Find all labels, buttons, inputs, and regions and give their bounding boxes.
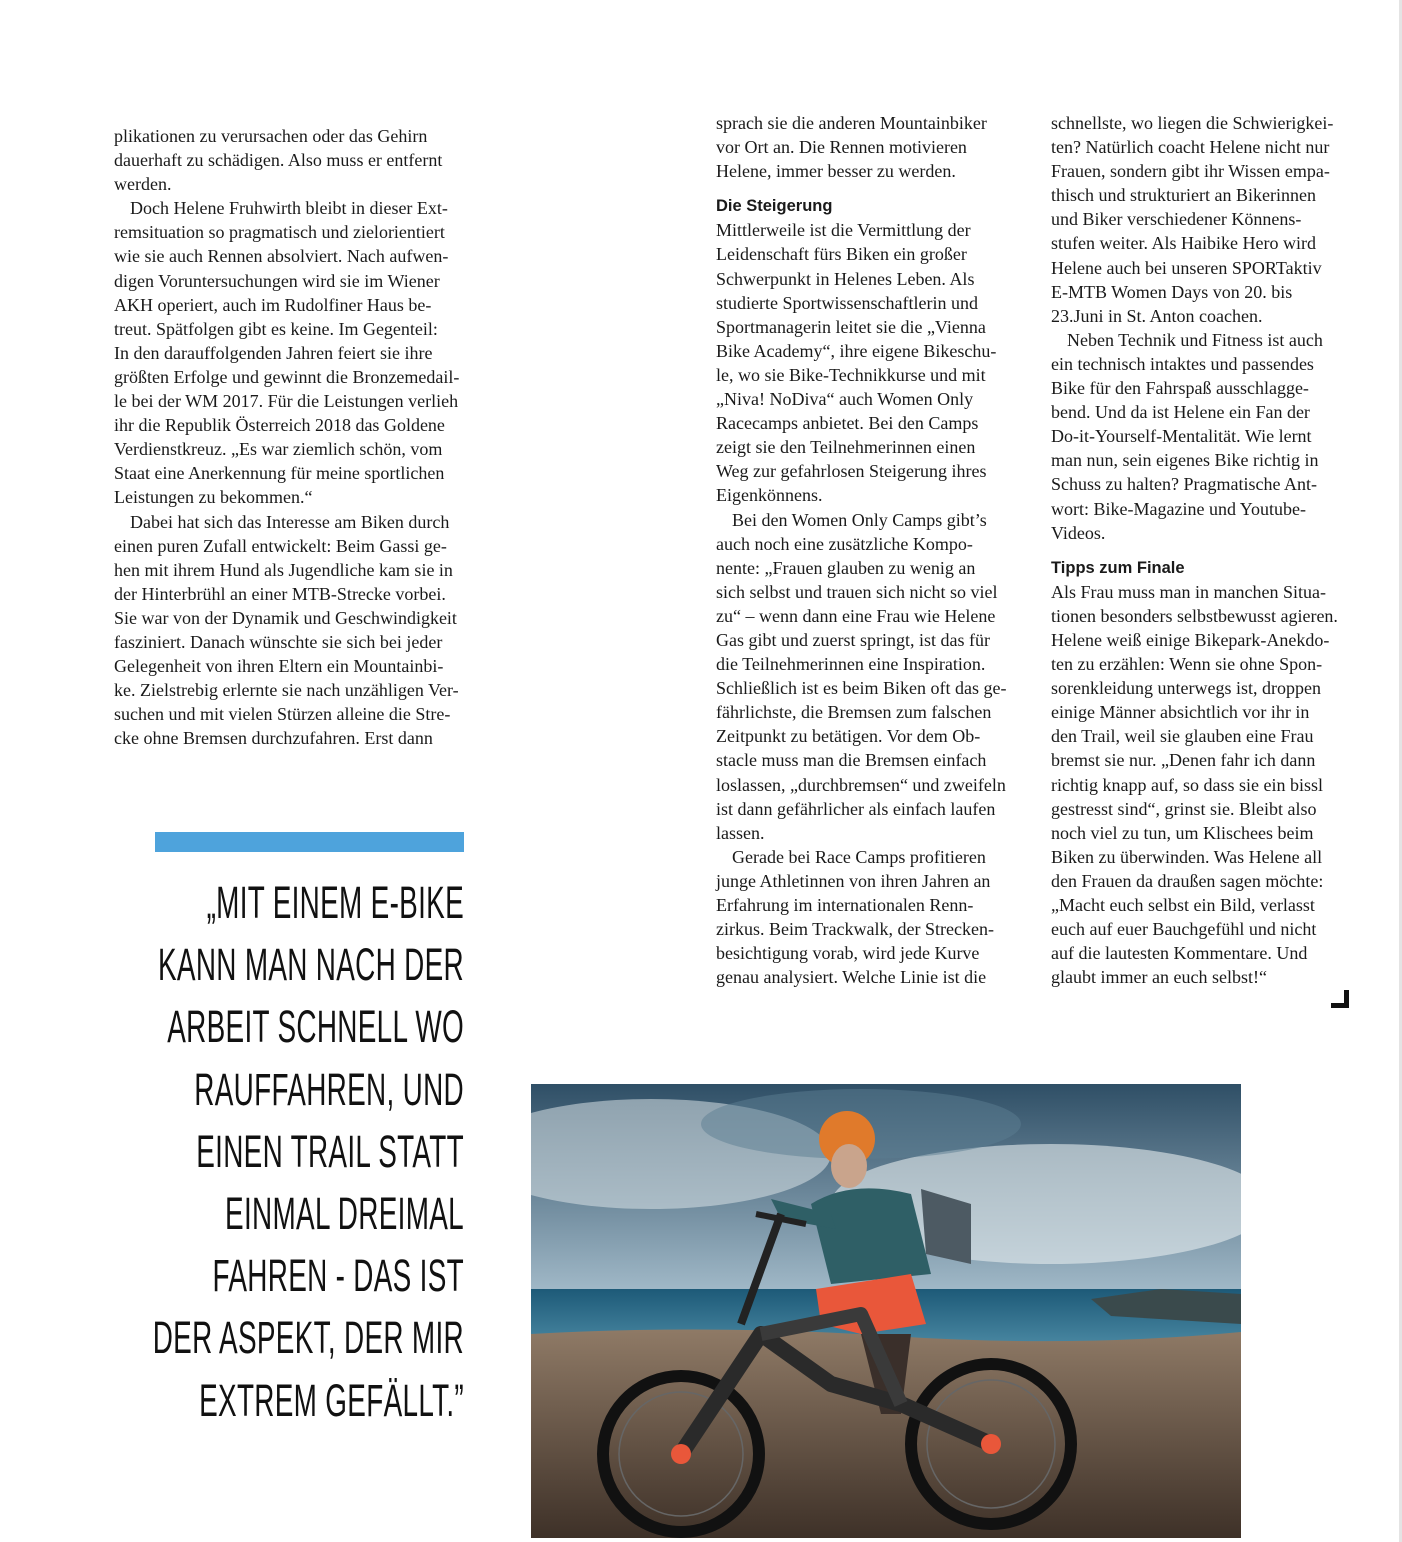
text-line: ist dann gefährlicher als einfach laufen [716,798,996,819]
text-line: le bei der WM 2017. Für die Leistungen verlieh [114,391,459,412]
subheading-tipps: Tipps zum Finale [1051,558,1185,577]
text-line: zirkus. Beim Trackwalk, der Strecken- [716,919,994,940]
text-line: Weg zur gefahrlosen Steigerung ihres [716,461,987,482]
text-line: Frauen, sondern gibt ihr Wissen empa- [1051,161,1330,182]
text-line: digen Voruntersuchungen wird sie im Wiener [114,270,440,291]
text-line: junge Athletinnen von ihren Jahren an [716,870,991,891]
text-line: man nun, sein eigenes Bike richtig in [1051,450,1319,471]
text-line: zeigt sie den Teilnehmerinnen einen [716,437,976,458]
text-line: und Biker verschiedener Könnens- [1051,209,1302,230]
text-line: E-MTB Women Days von 20. bis [1051,281,1293,302]
text-line: „Macht euch selbst ein Bild, verlasst [1051,895,1315,915]
text-line: treut. Spätfolgen gibt es keine. Im Gegenteil: [114,318,438,339]
text-line: tionen besonders selbstbewusst agieren. [1051,605,1338,626]
quote-line: RAUFFAHREN, UND [194,1063,464,1115]
article-column-1 [114,124,459,750]
text-line: ein technisch intaktes und passendes [1051,353,1314,374]
text-line: Bike Academy“, ihre eigene Bikeschu- [716,340,997,361]
quote-line: KANN MAN NACH DER [158,939,464,991]
text-line: richtig knapp auf, so dass sie ein bissl [1051,774,1323,795]
text-line: „Niva! NoDiva“ auch Women Only [716,389,974,410]
text-line: Biken zu überwinden. Was Helene all [1051,846,1323,867]
column-3-text-final [1051,580,1338,990]
text-line: nente: „Frauen glauben zu wenig an [716,557,976,578]
text-line: plikationen zu verursachen oder das Gehirn [114,126,428,146]
text-line: Videos. [1051,522,1106,543]
text-line: Do-it-Yourself-Mentalität. Wie lernt [1051,426,1312,447]
photo-illustration [531,1084,1241,1538]
text-line: schnellste, wo liegen die Schwierigkei- [1051,113,1334,133]
text-line: Sie war von der Dynamik und Geschwindigkeit [114,607,457,628]
text-line: der Hinterbrühl an einer MTB-Strecke vorbei. [114,583,446,604]
text-line: Neben Technik und Fitness ist auch [1067,329,1323,350]
text-line: Gas gibt und zuerst springt, ist das für [716,629,990,650]
quote-line: EINEN TRAIL STATT [196,1125,464,1177]
text-line: ten zu erzählen: Wenn sie ohne Spon- [1051,654,1323,675]
text-line: AKH operiert, auch im Rudolfiner Haus be- [114,294,432,315]
text-line: Erfahrung im internationalen Renn- [716,895,974,915]
column-2-text [716,218,1006,989]
text-line: remsituation so pragmatisch und zielorientiert [114,222,445,243]
text-line: die Teilnehmerinnen eine Inspiration. [716,654,986,675]
text-line: Bei den Women Only Camps gibt’s [732,509,987,530]
text-line: wort: Bike-Magazine und Youtube- [1051,498,1306,519]
pull-quote [142,872,464,1432]
quote-line: EINMAL DREIMAL [225,1188,464,1240]
text-line: euch auf euer Bauchgefühl und nicht [1051,919,1317,940]
text-line: Als Frau muss man in manchen Situa- [1051,581,1326,602]
text-line: vor Ort an. Die Rennen motivieren [716,137,967,158]
quote-accent-bar [155,832,464,852]
text-line: Sportmanagerin leitet sie die „Vienna [716,316,986,337]
text-line: werden. [114,174,172,195]
quote-line: ARBEIT SCHNELL WO [167,1001,464,1053]
text-line: Staat eine Anerkennung für meine sportlichen [114,463,445,484]
text-line: 23.Juni in St. Anton coachen. [1051,305,1263,326]
quote-line: „MIT EINEM E-BIKE [206,877,464,928]
text-line: cke ohne Bremsen durchzufahren. Erst dann [114,728,433,749]
text-line: Helene weiß einige Bikepark-Anekdo- [1051,629,1330,650]
text-line: noch viel zu tun, um Klischees beim [1051,822,1314,843]
column-3-text [1051,111,1338,545]
column-1-text [114,124,459,750]
column-2-intro-text [716,111,1006,183]
text-line: ten? Natürlich coacht Helene nicht nur [1051,137,1330,158]
text-line: besichtigung vorab, wird jede Kurve [716,943,980,964]
text-line: sorenkleidung unterwegs ist, droppen [1051,678,1321,699]
text-line: Verdienstkreuz. „Es war ziemlich schön, vom [114,439,443,460]
text-line: stacle muss man die Bremsen einfach [716,750,987,771]
text-line: Schließlich ist es beim Biken oft das ge- [716,678,1007,699]
text-line: Leistungen zu bekommen.“ [114,487,313,508]
text-line: auch noch eine zusätzliche Kompo- [716,533,973,554]
text-line: stufen weiter. Als Haibike Hero wird [1051,233,1316,254]
text-line: den Frauen da draußen sagen möchte: [1051,870,1324,891]
text-line: Schuss zu halten? Pragmatische Ant- [1051,474,1317,495]
text-line: studierte Sportwissenschaftlerin und [716,292,978,313]
text-line: genau analysiert. Welche Linie ist die [716,967,987,988]
text-line: Helene, immer besser zu werden. [716,161,956,182]
text-line: einen puren Zufall entwickelt: Beim Gassi ge- [114,535,447,556]
text-line: zu“ – wenn dann eine Frau wie Helene [716,605,996,626]
text-line: Schwerpunkt in Helenes Leben. Als [716,268,975,289]
text-line: Gerade bei Race Camps profitieren [732,846,986,867]
article-column-3 [1051,111,1338,989]
text-line: dauerhaft zu schädigen. Also muss er entfernt [114,150,443,171]
text-line: ihr die Republik Österreich 2018 das Goldene [114,415,445,436]
text-line: sich selbst und trauen sich nicht so viel [716,581,998,602]
text-line: thisch und strukturiert an Bikerinnen [1051,185,1316,206]
text-line: einige Männer absichtlich vor ihr in [1051,702,1310,723]
text-line: glaubt immer an euch selbst!“ [1051,967,1267,988]
text-line: Dabei hat sich das Interesse am Biken durch [130,511,450,532]
quote-line: FAHREN - DAS IST [212,1250,464,1302]
text-line: lassen. [716,822,765,843]
text-line: Helene auch bei unseren SPORTaktiv [1051,257,1322,278]
text-line: bend. Und da ist Helene ein Fan der [1051,402,1310,423]
quote-line: EXTREM GEFÄLLT.” [199,1374,464,1426]
text-line: den Trail, weil sie glauben eine Frau [1051,726,1314,747]
article-end-mark [1331,990,1349,1008]
text-line: Zeitpunkt zu betätigen. Vor dem Ob- [716,726,981,747]
text-line: Eigenkönnens. [716,485,823,506]
photo-woman-on-e-bike [531,1084,1241,1538]
text-line: In den darauffolgenden Jahren feiert sie ihre [114,342,433,363]
text-line: auf die lautesten Kommentare. Und [1051,943,1308,964]
text-line: Leidenschaft fürs Biken ein großer [716,244,967,265]
text-line: le, wo sie Bike-Technikkurse und mit [716,364,986,385]
text-line: wie sie auch Rennen absolviert. Nach aufwen- [114,246,449,267]
text-line: gestresst sind“, grinst sie. Bleibt also [1051,798,1317,819]
text-line: fährlichste, die Bremsen zum falschen [716,702,992,723]
text-line: suchen und mit vielen Stürzen alleine die Stre- [114,704,451,725]
text-line: fasziniert. Danach wünschte sie sich bei jeder [114,631,443,652]
text-line: hen mit ihrem Hund als Jugendliche kam sie in [114,559,453,580]
text-line: sprach sie die anderen Mountainbiker [716,113,987,133]
text-line: Mittlerweile ist die Vermittlung der [716,220,971,241]
text-line: Bike für den Fahrspaß ausschlagge- [1051,378,1309,399]
text-line: ke. Zielstrebig erlernte sie nach unzähligen Ver- [114,680,459,701]
text-line: loslassen, „durchbremsen“ und zweifeln [716,774,1006,795]
text-line: Doch Helene Fruhwirth bleibt in dieser Ext- [130,198,448,219]
article-column-2 [716,111,1006,989]
text-line: Gelegenheit von ihren Eltern ein Mountainbi- [114,656,444,677]
quote-line: DER ASPEKT, DER MIR [152,1312,464,1364]
text-line: Racecamps anbietet. Bei den Camps [716,413,979,434]
subheading-steigerung: Die Steigerung [716,197,833,216]
text-line: größten Erfolge und gewinnt die Bronzemedail- [114,366,460,387]
text-line: bremst sie nur. „Denen fahr ich dann [1051,750,1316,771]
